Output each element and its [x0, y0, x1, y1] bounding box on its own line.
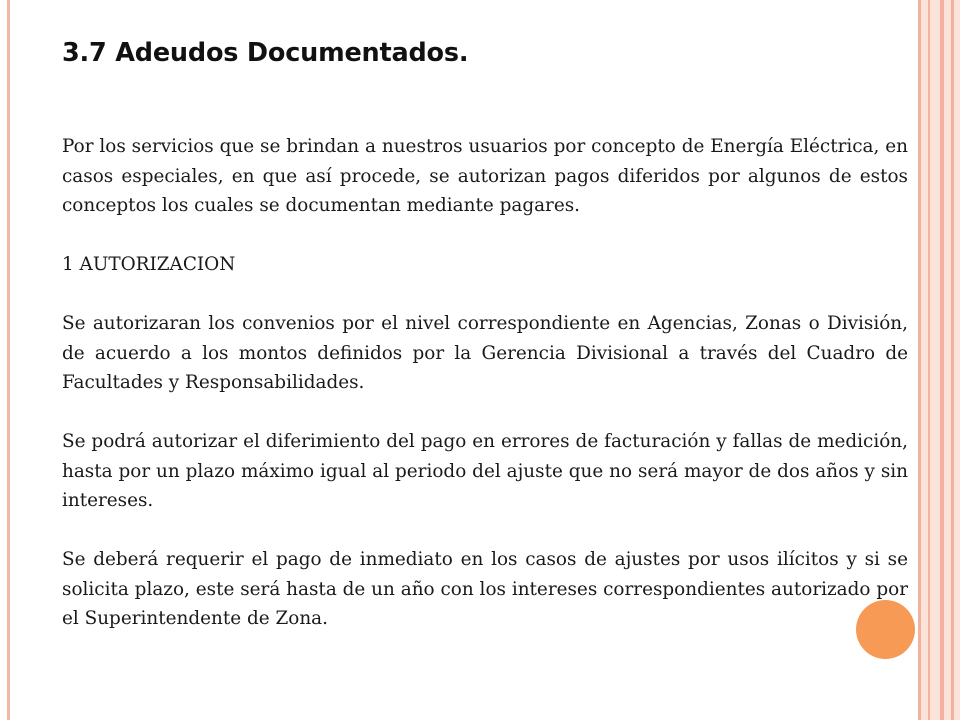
slide-title: 3.7 Adeudos Documentados.	[62, 38, 469, 68]
right-stripe	[940, 0, 944, 720]
right-stripe	[928, 0, 930, 720]
slide-body	[62, 132, 908, 663]
orange-accent-circle	[856, 600, 915, 659]
left-border-line	[7, 0, 10, 720]
right-stripe	[951, 0, 954, 720]
slide-header	[62, 38, 908, 68]
paragraph-deferral: Se podrá autorizar el diferimiento del pago en errores de facturación y fallas de medición, hasta por un plazo máximo igual al periodo del ajuste que no será mayor de dos años y sin intereses.	[62, 431, 908, 511]
right-stripe	[918, 0, 921, 720]
section-heading: 1 AUTORIZACION	[62, 254, 236, 275]
paragraph-authorization: Se autorizaran los convenios por el nivel correspondiente en Agencias, Zonas o División, de acuerdo a los montos definidos por la Gerencia Divisional a través del Cuadro de Facultades y Responsabilidades.	[62, 313, 908, 393]
paragraph-illicit-use: Se deberá requerir el pago de inmediato en los casos de ajustes por usos ilícitos y si se solicita plazo, este será hasta de un año con los intereses correspondientes autorizado por el Superintendente de Zona.	[62, 549, 908, 629]
paragraph-intro: Por los servicios que se brindan a nuestros usuarios por concepto de Energía Eléctrica, en casos especiales, en que así procede, se autorizan pagos diferidos por algunos de estos conceptos los cuales se documentan mediante pagares.	[62, 136, 908, 216]
